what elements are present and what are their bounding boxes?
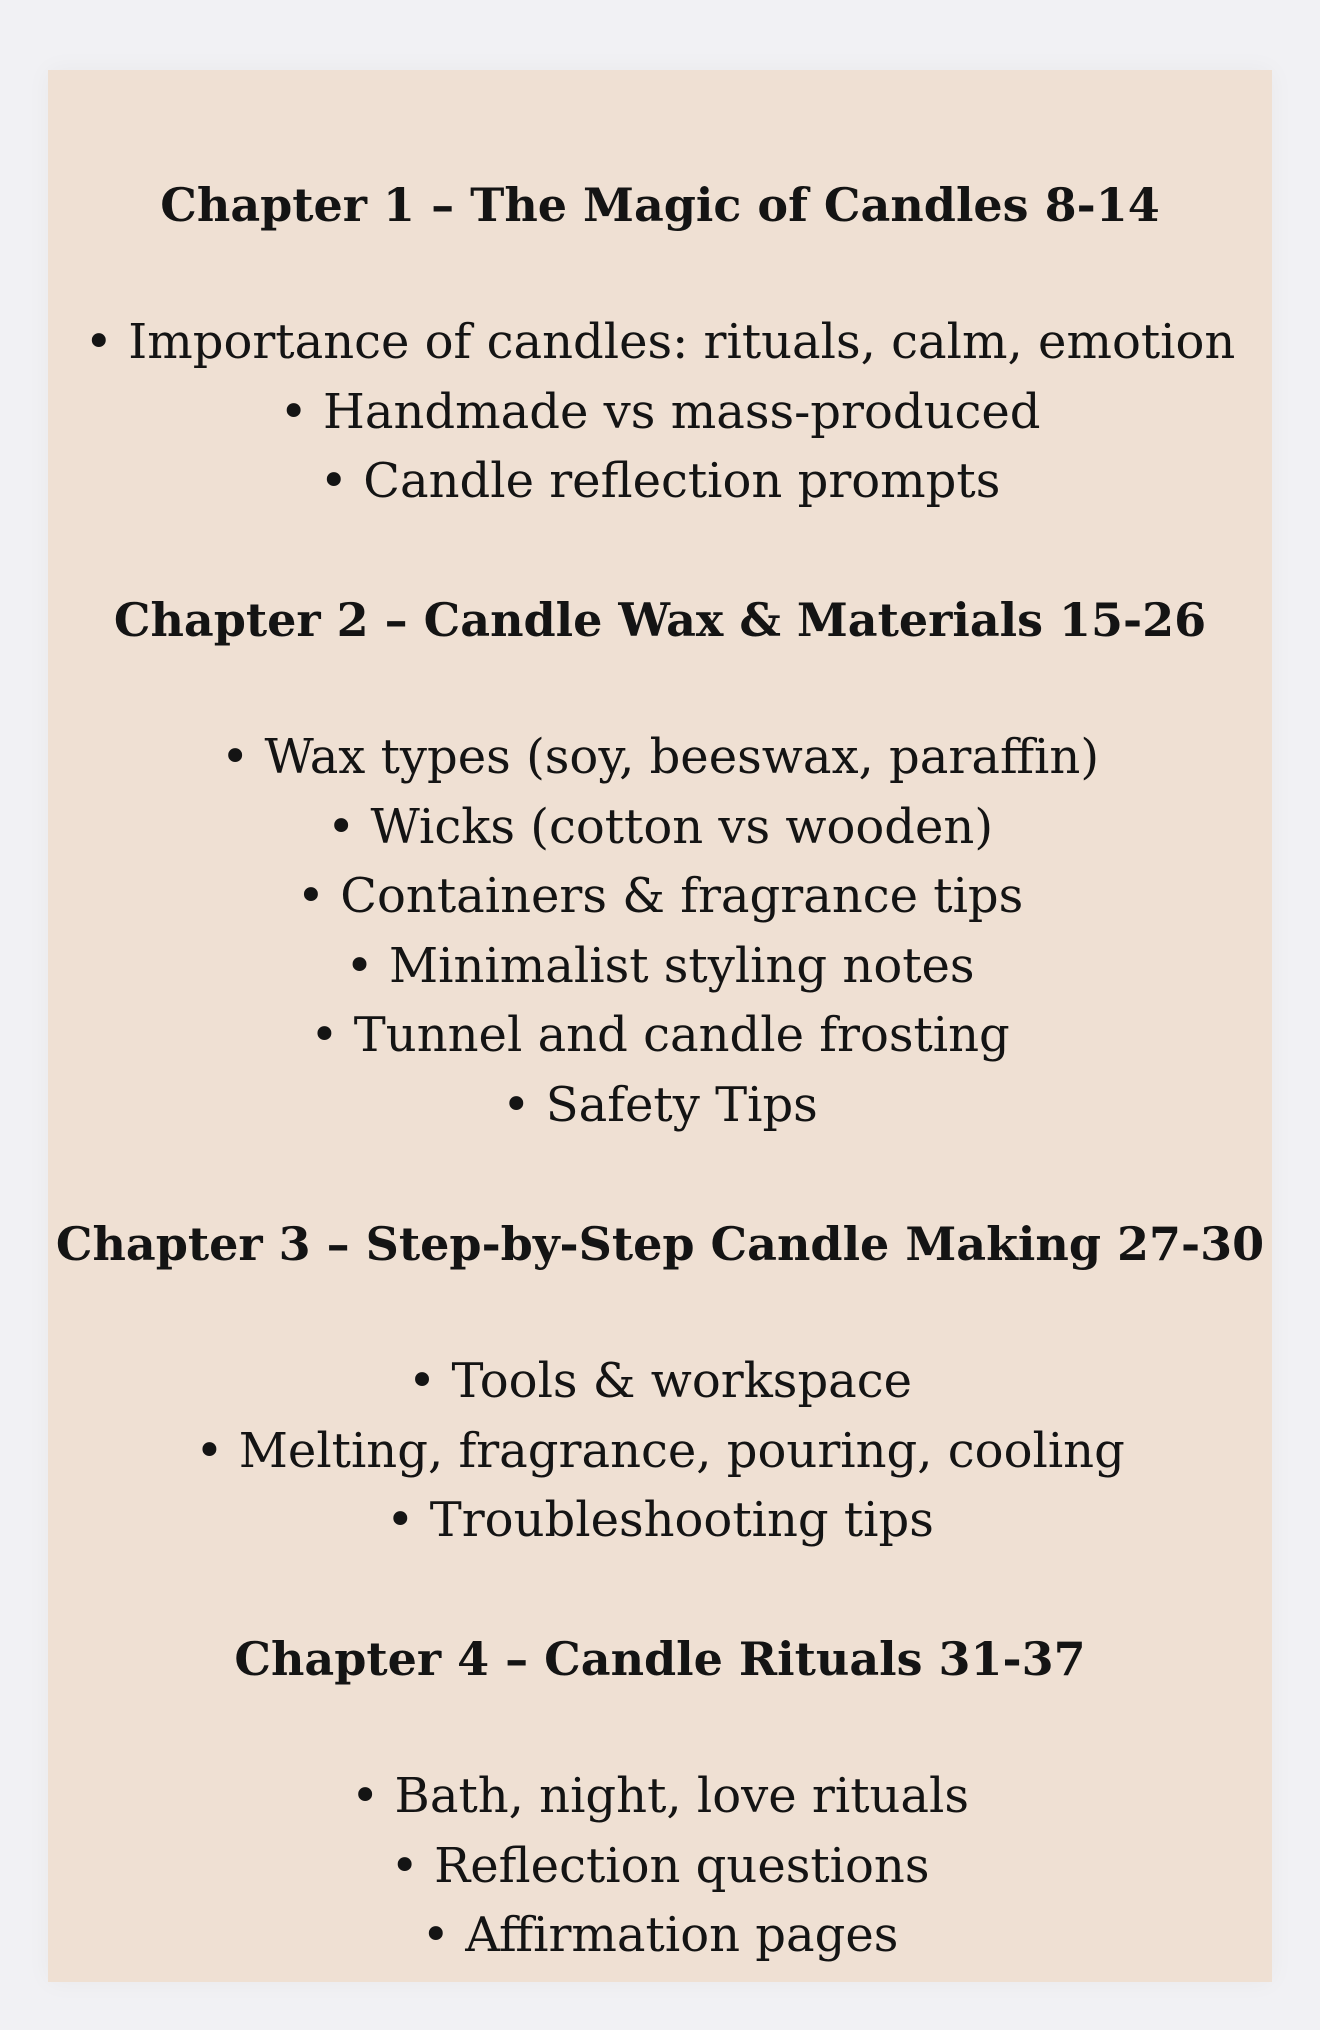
list-item: • Handmade vs mass-produced — [279, 383, 1041, 440]
list-item: • Bath, night, love rituals — [350, 1768, 970, 1824]
chapter-2-title: Chapter 2 – Candle Wax & Materials 15-26 — [113, 593, 1207, 647]
list-item: • Minimalist styling notes — [345, 937, 975, 994]
list-item: • Wax types (soy, beeswax, paraffin) — [220, 729, 1100, 785]
table-of-contents-card — [48, 70, 1272, 1982]
list-item: • Importance of candles: rituals, calm, emotion — [84, 314, 1236, 370]
list-item: • Tunnel and candle frosting — [310, 1007, 1010, 1063]
list-item: • Candle reflection prompts — [319, 453, 1001, 509]
chapter-1-list — [48, 308, 1272, 517]
list-item: • Reflection questions — [390, 1837, 930, 1894]
list-item: • Troubleshooting tips — [386, 1492, 934, 1548]
list-item: • Wicks (cotton vs wooden) — [326, 798, 994, 855]
list-item: • Safety Tips — [502, 1076, 818, 1133]
chapter-1-title: Chapter 1 – The Magic of Candles 8-14 — [160, 178, 1160, 232]
chapter-4-list — [48, 1762, 1272, 1971]
chapter-2-list — [48, 723, 1272, 1140]
chapter-3-title: Chapter 3 – Step-by-Step Candle Making 27-30 — [55, 1217, 1265, 1271]
list-item: • Affirmation pages — [421, 1907, 899, 1963]
chapter-3-list — [48, 1347, 1272, 1556]
chapter-4-title: Chapter 4 – Candle Rituals 31-37 — [234, 1632, 1086, 1686]
list-item: • Containers & fragrance tips — [296, 868, 1024, 924]
list-item: • Tools & workspace — [407, 1353, 913, 1409]
list-item: • Melting, fragrance, pouring, cooling — [195, 1422, 1125, 1479]
